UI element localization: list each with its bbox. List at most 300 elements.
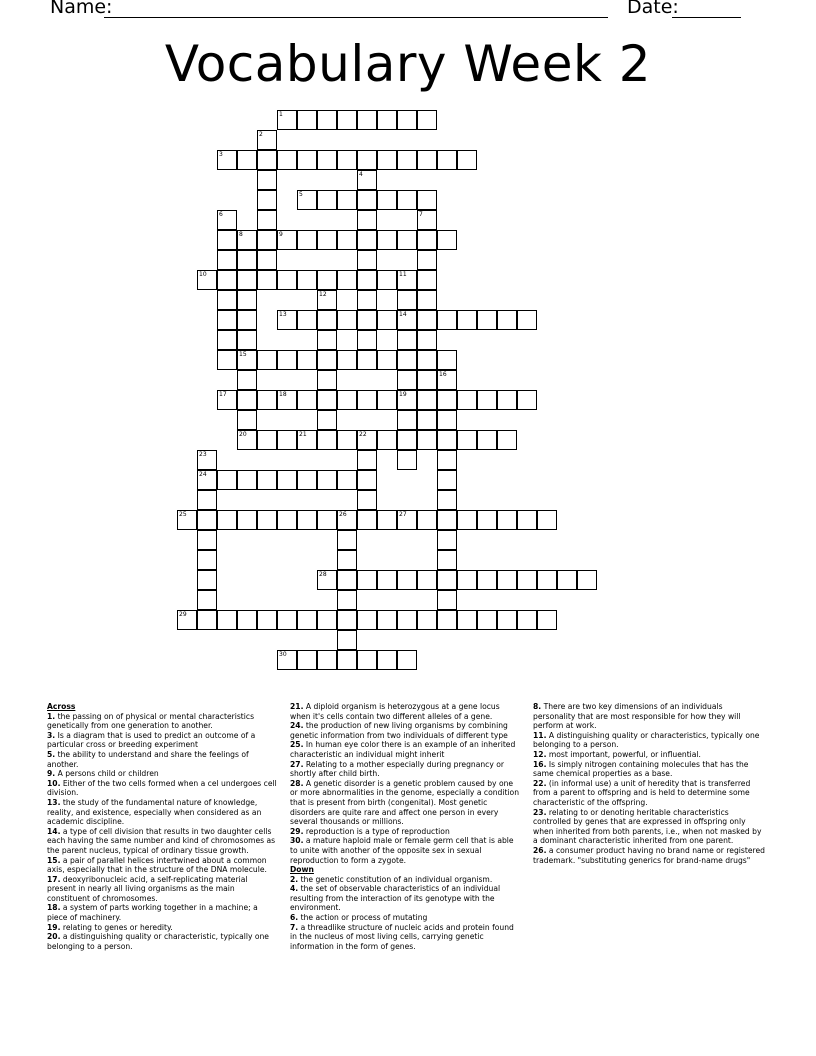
- crossword-cell[interactable]: [257, 390, 277, 410]
- crossword-cell[interactable]: [497, 310, 517, 330]
- crossword-cell[interactable]: [357, 210, 377, 230]
- crossword-cell[interactable]: [297, 150, 317, 170]
- crossword-cell[interactable]: [417, 430, 437, 450]
- crossword-cell[interactable]: [377, 110, 397, 130]
- crossword-cell[interactable]: [437, 310, 457, 330]
- clue-text: most important, powerful, or influential.: [548, 749, 701, 759]
- crossword-cell[interactable]: [197, 450, 217, 470]
- crossword-cell[interactable]: [417, 210, 437, 230]
- clue-number: 14: [399, 311, 407, 318]
- clue-number: 23: [199, 451, 207, 458]
- crossword-cell[interactable]: [177, 610, 197, 630]
- crossword-cell[interactable]: [437, 390, 457, 410]
- crossword-cell[interactable]: [397, 310, 417, 330]
- crossword-cell[interactable]: [217, 470, 237, 490]
- crossword-cell[interactable]: [377, 650, 397, 670]
- crossword-cell[interactable]: [497, 610, 517, 630]
- crossword-cell[interactable]: [297, 310, 317, 330]
- crossword-cell[interactable]: [297, 650, 317, 670]
- crossword-cell[interactable]: [477, 390, 497, 410]
- crossword-cell[interactable]: [317, 650, 337, 670]
- crossword-cell[interactable]: [277, 350, 297, 370]
- name-label: Name:: [50, 0, 113, 18]
- crossword-cell[interactable]: [457, 390, 477, 410]
- crossword-cell[interactable]: [417, 290, 437, 310]
- clue-text: deoxyribonucleic acid, a self-replicating material present in nearly all living organisms as the main constituent of chromosomes.: [47, 874, 248, 903]
- crossword-cell[interactable]: [357, 430, 377, 450]
- crossword-cell[interactable]: [517, 570, 537, 590]
- crossword-cell[interactable]: [537, 570, 557, 590]
- crossword-cell[interactable]: [437, 530, 457, 550]
- crossword-cell[interactable]: [277, 610, 297, 630]
- clue-number: 12.: [533, 749, 547, 759]
- crossword-cell[interactable]: [197, 490, 217, 510]
- crossword-cell[interactable]: [317, 390, 337, 410]
- crossword-cell[interactable]: [337, 550, 357, 570]
- crossword-cell[interactable]: [437, 430, 457, 450]
- crossword-cell[interactable]: [357, 270, 377, 290]
- crossword-cell[interactable]: [317, 370, 337, 390]
- crossword-cell[interactable]: [477, 570, 497, 590]
- crossword-cell[interactable]: [337, 470, 357, 490]
- crossword-cell[interactable]: [217, 350, 237, 370]
- clue-number: 7: [419, 211, 423, 218]
- crossword-cell[interactable]: [357, 150, 377, 170]
- crossword-cell[interactable]: [397, 230, 417, 250]
- crossword-cell[interactable]: [237, 370, 257, 390]
- crossword-cell[interactable]: [357, 310, 377, 330]
- crossword-cell[interactable]: [277, 390, 297, 410]
- crossword-cell[interactable]: [377, 230, 397, 250]
- clue-text: a consumer product having no brand name or registered trademark. "substituting generics for brand-name drugs": [533, 845, 765, 865]
- crossword-cell[interactable]: [257, 170, 277, 190]
- crossword-cell[interactable]: [417, 150, 437, 170]
- crossword-cell[interactable]: [417, 230, 437, 250]
- crossword-cell[interactable]: [257, 190, 277, 210]
- crossword-cell[interactable]: [437, 350, 457, 370]
- crossword-cell[interactable]: [357, 470, 377, 490]
- crossword-cell[interactable]: [337, 190, 357, 210]
- crossword-cell[interactable]: [317, 290, 337, 310]
- crossword-cell[interactable]: [197, 270, 217, 290]
- crossword-cell[interactable]: [337, 630, 357, 650]
- crossword-cell[interactable]: [477, 610, 497, 630]
- crossword-cell[interactable]: [317, 270, 337, 290]
- crossword-cell[interactable]: [317, 330, 337, 350]
- crossword-cell[interactable]: [257, 350, 277, 370]
- crossword-cell[interactable]: [257, 270, 277, 290]
- crossword-cell[interactable]: [277, 510, 297, 530]
- crossword-cell[interactable]: [397, 430, 417, 450]
- crossword-cell[interactable]: [417, 570, 437, 590]
- crossword-cell[interactable]: [297, 230, 317, 250]
- clue-number: 21.: [290, 702, 304, 711]
- crossword-cell[interactable]: [457, 430, 477, 450]
- crossword-cell[interactable]: [317, 570, 337, 590]
- clue-number: 30: [279, 651, 287, 658]
- crossword-cell[interactable]: [397, 330, 417, 350]
- crossword-cell[interactable]: [457, 510, 477, 530]
- clue-number: 27.: [290, 759, 304, 769]
- crossword-cell[interactable]: [397, 390, 417, 410]
- clue-number: 10: [199, 271, 207, 278]
- crossword-cell[interactable]: [237, 510, 257, 530]
- clue-item: [290, 721, 522, 740]
- crossword-cell[interactable]: [237, 290, 257, 310]
- clue-number: 4: [359, 171, 363, 178]
- crossword-cell[interactable]: [277, 650, 297, 670]
- crossword-cell[interactable]: [237, 310, 257, 330]
- crossword-cell[interactable]: [197, 570, 217, 590]
- crossword-cell[interactable]: [317, 610, 337, 630]
- clue-text: a pair of parallel helices intertwined about a common axis, especially that in the structure of the DNA molecule.: [47, 855, 267, 875]
- crossword-cell[interactable]: [377, 510, 397, 530]
- clue-item: [290, 913, 522, 923]
- crossword-cell[interactable]: [217, 390, 237, 410]
- clue-item: [290, 760, 522, 779]
- clue-number: 14.: [47, 826, 61, 836]
- crossword-cell[interactable]: [197, 610, 217, 630]
- crossword-cell[interactable]: [197, 590, 217, 610]
- clue-text: A genetic disorder is a genetic problem caused by one or more abnormalities in the genome, especially a condition that is present from birth (congenital). Most genetic disorders are quite rare and affect one person in every several thousands or millions.: [290, 778, 520, 827]
- crossword-cell[interactable]: [357, 510, 377, 530]
- clue-item: [47, 731, 277, 750]
- crossword-cell[interactable]: [537, 510, 557, 530]
- crossword-cell[interactable]: [377, 390, 397, 410]
- clue-number: 11.: [533, 730, 547, 740]
- crossword-cell[interactable]: [357, 330, 377, 350]
- clue-number: 1.: [47, 711, 56, 721]
- crossword-cell[interactable]: [497, 510, 517, 530]
- clue-item: [47, 827, 277, 856]
- clue-text: In human eye color there is an example of an inherited characteristic an individual might inherit: [290, 740, 516, 759]
- crossword-cell[interactable]: [457, 610, 477, 630]
- crossword-cell[interactable]: [437, 150, 457, 170]
- clue-number: 24: [199, 471, 207, 478]
- crossword-cell[interactable]: [237, 430, 257, 450]
- crossword-cell[interactable]: [377, 610, 397, 630]
- crossword-cell[interactable]: [257, 250, 277, 270]
- crossword-cell[interactable]: [277, 430, 297, 450]
- crossword-cell[interactable]: [337, 310, 357, 330]
- clue-item: [47, 769, 277, 779]
- crossword-cell[interactable]: [417, 350, 437, 370]
- crossword-cell[interactable]: [357, 570, 377, 590]
- clue-number: 20: [239, 431, 247, 438]
- clue-item: [47, 798, 277, 827]
- crossword-cell[interactable]: [417, 610, 437, 630]
- crossword-cell[interactable]: [577, 570, 597, 590]
- crossword-cell[interactable]: [297, 270, 317, 290]
- clue-number: 15.: [47, 855, 61, 865]
- crossword-cell[interactable]: [257, 430, 277, 450]
- crossword-cell[interactable]: [417, 390, 437, 410]
- crossword-cell[interactable]: [377, 190, 397, 210]
- crossword-cell[interactable]: [477, 430, 497, 450]
- crossword-cell[interactable]: [217, 330, 237, 350]
- crossword-cell[interactable]: [337, 530, 357, 550]
- crossword-cell[interactable]: [357, 250, 377, 270]
- crossword-cell[interactable]: [377, 270, 397, 290]
- crossword-cell[interactable]: [357, 450, 377, 470]
- crossword-cell[interactable]: [357, 110, 377, 130]
- crossword-cell[interactable]: [397, 290, 417, 310]
- crossword-cell[interactable]: [337, 390, 357, 410]
- crossword-cell[interactable]: [217, 270, 237, 290]
- crossword-cell[interactable]: [217, 210, 237, 230]
- crossword-cell[interactable]: [297, 110, 317, 130]
- crossword-cell[interactable]: [257, 610, 277, 630]
- crossword-cell[interactable]: [277, 310, 297, 330]
- crossword-cell[interactable]: [297, 510, 317, 530]
- crossword-cell[interactable]: [237, 410, 257, 430]
- clue-number: 15: [239, 351, 247, 358]
- crossword-cell[interactable]: [437, 450, 457, 470]
- crossword-cell[interactable]: [437, 490, 457, 510]
- crossword-cell[interactable]: [477, 310, 497, 330]
- crossword-cell[interactable]: [237, 230, 257, 250]
- crossword-cell[interactable]: [337, 150, 357, 170]
- clue-text: the genetic constitution of an individual organism.: [300, 874, 493, 884]
- crossword-cell[interactable]: [437, 550, 457, 570]
- clue-number: 29: [179, 611, 187, 618]
- crossword-cell[interactable]: [337, 270, 357, 290]
- crossword-cell[interactable]: [237, 390, 257, 410]
- crossword-cell[interactable]: [417, 510, 437, 530]
- crossword-cell[interactable]: [417, 410, 437, 430]
- crossword-cell[interactable]: [417, 250, 437, 270]
- clue-item: [533, 846, 765, 865]
- crossword-cell[interactable]: [377, 310, 397, 330]
- clue-number: 18: [279, 391, 287, 398]
- crossword-cell[interactable]: [257, 230, 277, 250]
- clue-number: 5.: [47, 749, 56, 759]
- crossword-cell[interactable]: [297, 350, 317, 370]
- crossword-cell[interactable]: [337, 650, 357, 670]
- crossword-cell[interactable]: [517, 510, 537, 530]
- clue-number: 20.: [47, 932, 61, 942]
- crossword-cell[interactable]: [317, 310, 337, 330]
- crossword-cell[interactable]: [237, 610, 257, 630]
- crossword-cell[interactable]: [457, 150, 477, 170]
- clue-item: [290, 875, 522, 885]
- crossword-cell[interactable]: [417, 270, 437, 290]
- crossword-cell[interactable]: [277, 110, 297, 130]
- crossword-cell[interactable]: [317, 470, 337, 490]
- crossword-cell[interactable]: [437, 470, 457, 490]
- clue-number: 7.: [290, 922, 299, 932]
- clue-item: [290, 923, 522, 952]
- clue-number: 25.: [290, 740, 304, 750]
- crossword-cell[interactable]: [437, 410, 457, 430]
- crossword-cell[interactable]: [417, 310, 437, 330]
- crossword-cell[interactable]: [317, 410, 337, 430]
- clue-item: [47, 779, 277, 798]
- clue-item: [290, 740, 522, 759]
- crossword-cell[interactable]: [397, 190, 417, 210]
- clue-text: a mature haploid male or female germ cell that is able to unite with another of the opposite sex in sexual reproduction to form a zygote.: [290, 836, 514, 865]
- crossword-cell[interactable]: [337, 110, 357, 130]
- crossword-cell[interactable]: [317, 350, 337, 370]
- crossword-cell[interactable]: [357, 350, 377, 370]
- crossword-cell[interactable]: [377, 150, 397, 170]
- crossword-cell[interactable]: [477, 510, 497, 530]
- crossword-cell[interactable]: [437, 510, 457, 530]
- crossword-cell[interactable]: [237, 330, 257, 350]
- clue-item: [290, 779, 522, 827]
- clue-number: 21: [299, 431, 307, 438]
- clue-number: 2: [259, 131, 263, 138]
- clue-item: [290, 702, 522, 721]
- crossword-cell[interactable]: [257, 510, 277, 530]
- crossword-cell[interactable]: [217, 250, 237, 270]
- crossword-cell[interactable]: [337, 610, 357, 630]
- crossword-cell[interactable]: [197, 530, 217, 550]
- crossword-cell[interactable]: [397, 570, 417, 590]
- crossword-cell[interactable]: [337, 230, 357, 250]
- crossword-cell[interactable]: [297, 470, 317, 490]
- crossword-cell[interactable]: [397, 350, 417, 370]
- crossword-cell[interactable]: [357, 390, 377, 410]
- crossword-cell[interactable]: [217, 290, 237, 310]
- clue-number: 13: [279, 311, 287, 318]
- clue-text: There are two key dimensions of an individuals personality that are most responsible for how they will perform at work.: [533, 702, 741, 731]
- crossword-cell[interactable]: [357, 230, 377, 250]
- clue-item: [47, 856, 277, 875]
- crossword-cell[interactable]: [257, 210, 277, 230]
- crossword-cell[interactable]: [377, 570, 397, 590]
- crossword-cell[interactable]: [517, 390, 537, 410]
- crossword-cell[interactable]: [277, 150, 297, 170]
- crossword-cell[interactable]: [357, 290, 377, 310]
- crossword-cell[interactable]: [317, 190, 337, 210]
- crossword-cell[interactable]: [417, 370, 437, 390]
- crossword-cell[interactable]: [217, 610, 237, 630]
- crossword-cell[interactable]: [397, 110, 417, 130]
- clue-number: 23.: [533, 807, 547, 817]
- crossword-cell[interactable]: [417, 190, 437, 210]
- crossword-cell[interactable]: [317, 430, 337, 450]
- crossword-cell[interactable]: [337, 590, 357, 610]
- crossword-cell[interactable]: [417, 110, 437, 130]
- crossword-cell[interactable]: [197, 510, 217, 530]
- crossword-cell[interactable]: [297, 430, 317, 450]
- crossword-cell[interactable]: [297, 190, 317, 210]
- crossword-cell[interactable]: [397, 510, 417, 530]
- crossword-cell[interactable]: [417, 330, 437, 350]
- crossword-cell[interactable]: [437, 610, 457, 630]
- crossword-cell[interactable]: [257, 470, 277, 490]
- clue-column-3: [533, 702, 765, 865]
- crossword-cell[interactable]: [317, 150, 337, 170]
- crossword-cell[interactable]: [497, 570, 517, 590]
- crossword-cell[interactable]: [277, 270, 297, 290]
- crossword-cell[interactable]: [457, 570, 477, 590]
- clue-number: 12: [319, 291, 327, 298]
- crossword-cell[interactable]: [317, 510, 337, 530]
- crossword-cell[interactable]: [397, 610, 417, 630]
- clue-number: 9: [279, 231, 283, 238]
- clue-number: 19: [399, 391, 407, 398]
- crossword-cell[interactable]: [397, 370, 417, 390]
- crossword-cell[interactable]: [297, 390, 317, 410]
- crossword-cell[interactable]: [557, 570, 577, 590]
- crossword-cell[interactable]: [397, 650, 417, 670]
- crossword-cell[interactable]: [337, 510, 357, 530]
- clue-item: [290, 836, 522, 865]
- crossword-cell[interactable]: [517, 310, 537, 330]
- crossword-cell[interactable]: [397, 270, 417, 290]
- crossword-cell[interactable]: [217, 150, 237, 170]
- crossword-cell[interactable]: [177, 510, 197, 530]
- clue-text: reproduction is a type of reproduction: [305, 826, 450, 836]
- crossword-cell[interactable]: [317, 230, 337, 250]
- crossword-cell[interactable]: [357, 650, 377, 670]
- crossword-cell[interactable]: [237, 250, 257, 270]
- clue-number: 6.: [290, 913, 299, 923]
- clue-item: [533, 779, 765, 808]
- crossword-cell[interactable]: [377, 430, 397, 450]
- crossword-cell[interactable]: [437, 570, 457, 590]
- crossword-cell[interactable]: [437, 370, 457, 390]
- clue-number: 26.: [533, 845, 547, 855]
- crossword-cell[interactable]: [537, 610, 557, 630]
- page-title: Vocabulary Week 2: [164, 35, 652, 93]
- crossword-cell[interactable]: [217, 230, 237, 250]
- clue-text: the study of the fundamental nature of knowledge, reality, and existence, especially when considered as an academic discipline.: [47, 797, 262, 827]
- clue-number: 8.: [533, 702, 542, 711]
- crossword-cell[interactable]: [357, 490, 377, 510]
- crossword-cell[interactable]: [297, 610, 317, 630]
- crossword-cell[interactable]: [257, 150, 277, 170]
- crossword-cell[interactable]: [237, 270, 257, 290]
- crossword-cell[interactable]: [237, 470, 257, 490]
- crossword-cell[interactable]: [197, 470, 217, 490]
- crossword-cell[interactable]: [397, 150, 417, 170]
- crossword-cell[interactable]: [497, 390, 517, 410]
- crossword-cell[interactable]: [197, 550, 217, 570]
- crossword-cell[interactable]: [337, 350, 357, 370]
- crossword-cell[interactable]: [377, 350, 397, 370]
- crossword-cell[interactable]: [237, 150, 257, 170]
- crossword-cell[interactable]: [517, 610, 537, 630]
- clue-number: 17: [219, 391, 227, 398]
- crossword-cell[interactable]: [337, 570, 357, 590]
- crossword-cell[interactable]: [237, 350, 257, 370]
- crossword-cell[interactable]: [317, 110, 337, 130]
- clue-number: 5: [299, 191, 303, 198]
- clue-item: [533, 760, 765, 779]
- crossword-cell[interactable]: [357, 610, 377, 630]
- clue-number: 29.: [290, 826, 304, 836]
- crossword-cell[interactable]: [277, 470, 297, 490]
- crossword-cell[interactable]: [217, 310, 237, 330]
- clue-item: [47, 750, 277, 769]
- crossword-cell[interactable]: [277, 230, 297, 250]
- crossword-cell[interactable]: [397, 450, 417, 470]
- crossword-cell[interactable]: [437, 590, 457, 610]
- crossword-cell[interactable]: [357, 170, 377, 190]
- crossword-cell[interactable]: [257, 130, 277, 150]
- crossword-cell[interactable]: [217, 510, 237, 530]
- clue-column-1: [47, 702, 277, 951]
- crossword-cell[interactable]: [437, 230, 457, 250]
- crossword-cell[interactable]: [397, 410, 417, 430]
- crossword-cell[interactable]: [497, 430, 517, 450]
- crossword-cell[interactable]: [457, 310, 477, 330]
- crossword-cell[interactable]: [337, 430, 357, 450]
- crossword-cell[interactable]: [357, 190, 377, 210]
